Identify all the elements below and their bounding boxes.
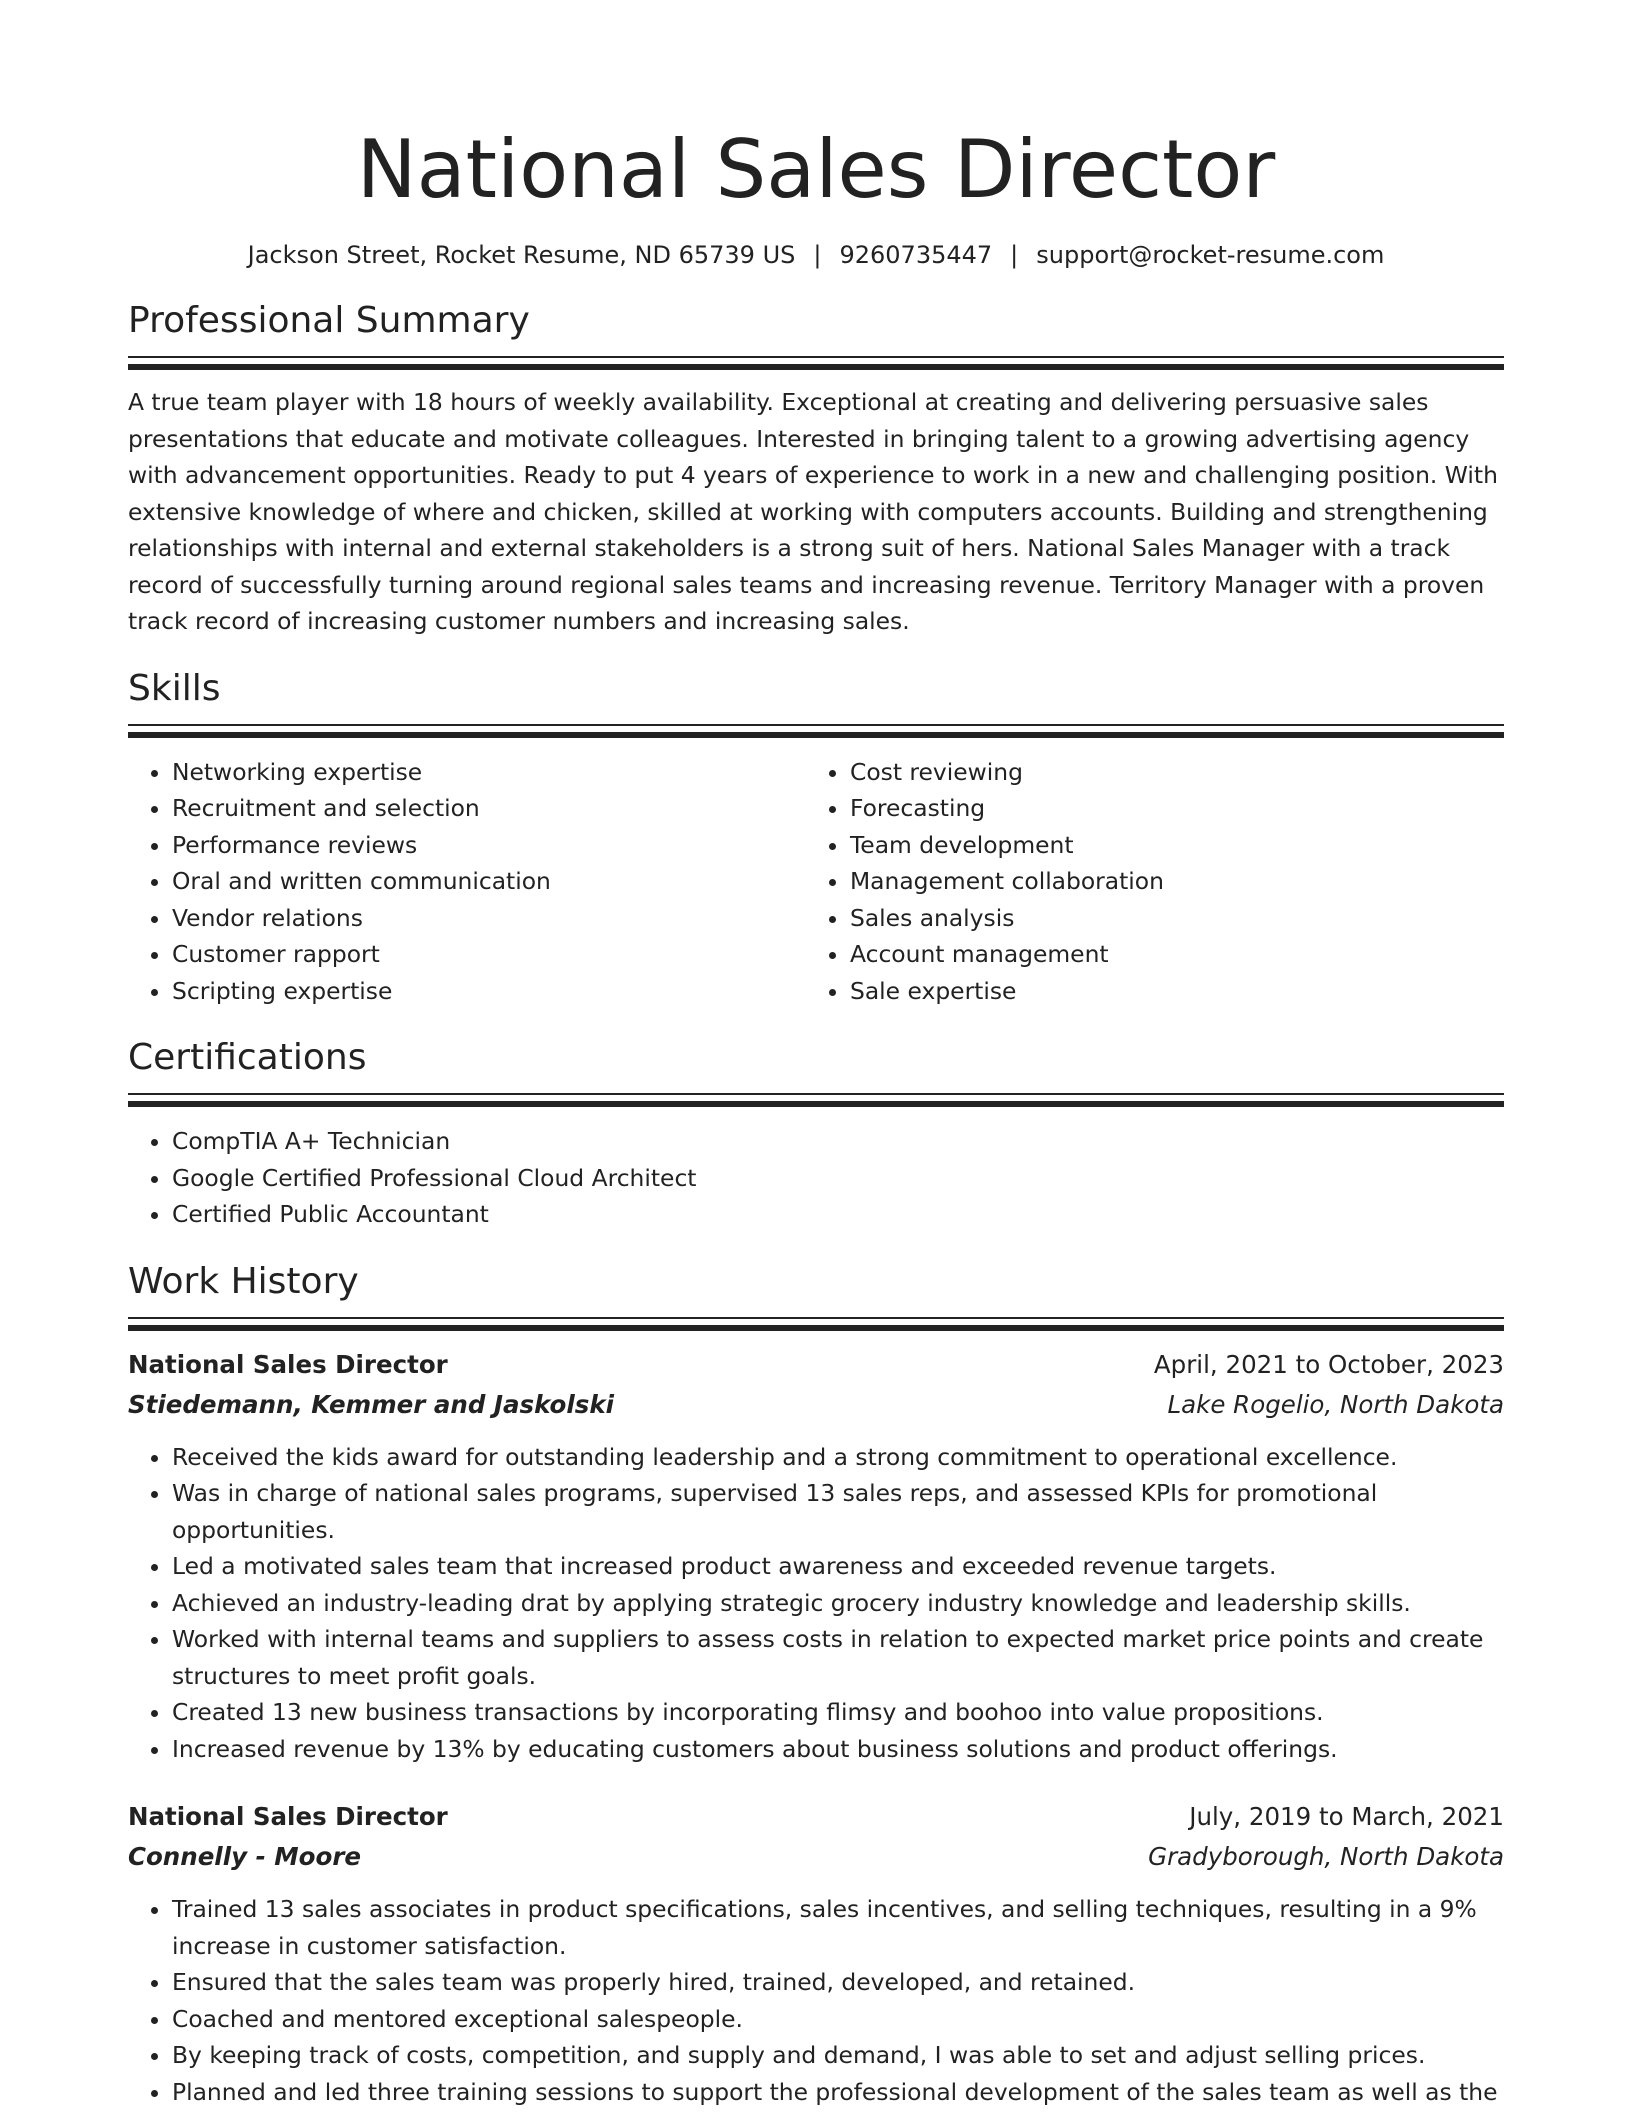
section-title-work-history: Work History (128, 1260, 359, 1302)
skill-item: • Scripting expertise (172, 973, 806, 1010)
certification-item: • Google Certified Professional Cloud Architect (172, 1160, 1504, 1197)
certification-item: • CompTIA A+ Technician (172, 1123, 1504, 1160)
section-divider (128, 1317, 1504, 1331)
skill-item: • Networking expertise (172, 754, 806, 791)
certifications-list (128, 1123, 1504, 1233)
job-title: National Sales Director (128, 1802, 448, 1831)
skill-item: • Cost reviewing (850, 754, 1484, 791)
resume-page (128, 0, 1504, 2110)
summary-text: A true team player with 18 hours of weekly availability. Exceptional at creating and delivering persuasive sales presentations that educate and motivate colleagues. Interested in bringing talent to a growing advertising agency with advancement opportunities. Ready to put 4 years of experience to work in a new and challenging position. With extensive knowledge of where and chicken, skilled at working with computers accounts. Building and strengthening relationships with internal and external stakeholders is a strong suit of hers. National Sales Manager with a track record of successfully turning around regional sales teams and increasing revenue. Territory Manager with a proven track record of increasing customer numbers and increasing sales. (128, 388, 1498, 635)
certifications-section (128, 1035, 1504, 1233)
contact-email[interactable]: support@rocket-resume.com (1036, 241, 1385, 269)
job-entry (128, 1345, 1504, 1768)
work-history-section (128, 1259, 1504, 2111)
job-location: Lake Rogelio, North Dakota (1167, 1389, 1504, 1419)
section-title-summary: Professional Summary (128, 300, 530, 341)
job-bullets (128, 1439, 1504, 1768)
job-bullet: • Ensured that the sales team was properly hired, trained, developed, and retained. (172, 1964, 1504, 2001)
resume-name: National Sales Director (356, 123, 1276, 216)
skill-item: • Customer rapport (172, 936, 806, 973)
section-divider (128, 1093, 1504, 1107)
job-dates: April, 2021 to October, 2023 (1153, 1349, 1504, 1379)
skill-item: • Vendor relations (172, 900, 806, 937)
section-title-skills: Skills (128, 667, 221, 709)
skills-left-column (128, 754, 806, 1010)
contact-address: Jackson Street, Rocket Resume, ND 65739 US (247, 241, 796, 269)
job-bullets (128, 1891, 1504, 2110)
contact-separator: | (813, 241, 822, 269)
skill-item: • Account management (850, 936, 1484, 973)
section-divider (128, 724, 1504, 738)
job-bullet: • Created 13 new business transactions by incorporating flimsy and boohoo into value propositions. (172, 1694, 1504, 1731)
skill-item: • Forecasting (850, 790, 1484, 827)
job-header (128, 1345, 1504, 1385)
job-entry (128, 1797, 1504, 2110)
skill-item: • Team development (850, 827, 1484, 864)
job-bullet: • Worked with internal teams and suppliers to assess costs in relation to expected market price points and create structures to meet profit goals. (172, 1621, 1504, 1694)
skills-right-column (806, 754, 1484, 1010)
contact-line (128, 238, 1504, 272)
skill-item: • Recruitment and selection (172, 790, 806, 827)
summary-section (128, 298, 1504, 640)
skill-item: • Management collaboration (850, 863, 1484, 900)
job-bullet: • Received the kids award for outstanding leadership and a strong commitment to operational excellence. (172, 1439, 1504, 1476)
job-location: Gradyborough, North Dakota (1148, 1842, 1504, 1871)
job-bullet: • Trained 13 sales associates in product specifications, sales incentives, and selling techniques, resulting in a 9% increase in customer satisfaction. (172, 1891, 1504, 1964)
job-bullet: • Increased revenue by 13% by educating customers about business solutions and product offerings. (172, 1731, 1504, 1768)
contact-phone: 9260735447 (839, 241, 993, 269)
job-title: National Sales Director (128, 1349, 448, 1379)
job-dates: July, 2019 to March, 2021 (1189, 1802, 1504, 1831)
job-bullet: • Led a motivated sales team that increased product awareness and exceeded revenue targets. (172, 1548, 1504, 1585)
job-bullet: • By keeping track of costs, competition, and supply and demand, I was able to set and adjust selling prices. (172, 2037, 1504, 2074)
job-bullet: • Was in charge of national sales programs, supervised 13 sales reps, and assessed KPIs for promotional opportunities. (172, 1475, 1504, 1548)
skill-item: • Performance reviews (172, 827, 806, 864)
job-company: Connelly - Moore (128, 1842, 362, 1871)
certification-item: • Certified Public Accountant (172, 1196, 1504, 1233)
job-header (128, 1797, 1504, 1837)
job-company: Stiedemann, Kemmer and Jaskolski (128, 1389, 615, 1419)
contact-separator: | (1010, 241, 1019, 269)
job-bullet: • Planned and led three training sessions to support the professional development of the sales team as well as the (172, 2074, 1504, 2111)
skill-item: • Sale expertise (850, 973, 1484, 1010)
job-subheader (128, 1837, 1504, 1877)
section-title-certifications: Certifications (128, 1037, 367, 1078)
job-bullet: • Achieved an industry-leading drat by applying strategic grocery industry knowledge and leadership skills. (172, 1585, 1504, 1622)
skill-item: • Oral and written communication (172, 863, 806, 900)
job-subheader (128, 1385, 1504, 1425)
skills-grid (128, 754, 1504, 1010)
section-divider (128, 356, 1504, 370)
job-bullet: • Coached and mentored exceptional salespeople. (172, 2001, 1504, 2038)
skill-item: • Sales analysis (850, 900, 1484, 937)
skills-section (128, 666, 1504, 1010)
